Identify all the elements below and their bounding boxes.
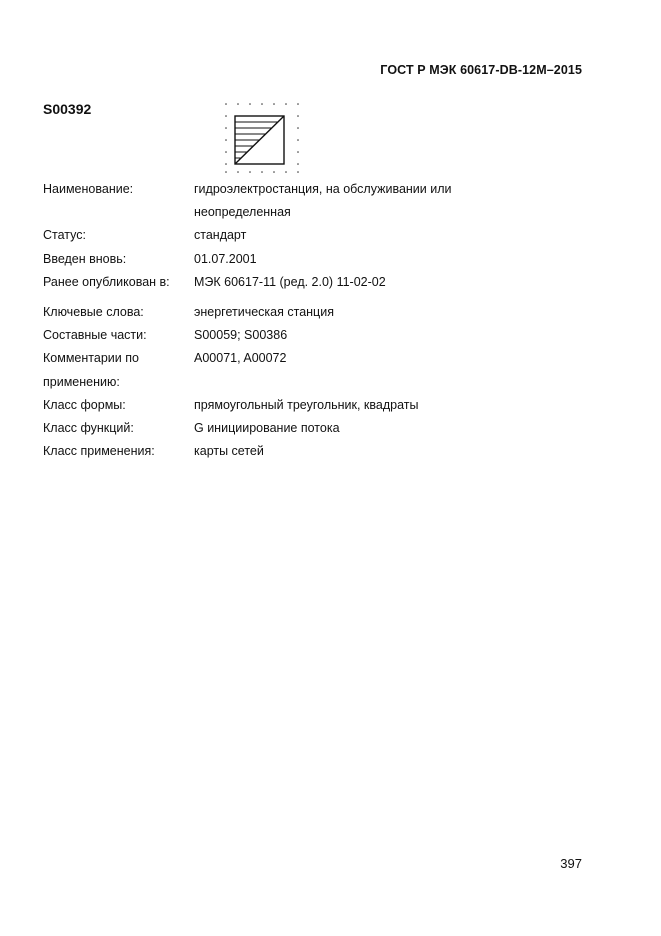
field-value: стандарт [194,228,247,243]
field-label: Введен вновь: [43,251,127,266]
field-row-components [43,324,603,347]
field-label: Ранее опубликован в: [43,274,170,289]
field-label: Наименование: [43,182,134,196]
field-row-introduced [43,248,603,271]
field-row-shape-class [43,394,603,417]
field-label [43,201,194,224]
field-value: неопределенная [194,205,291,220]
field-row-name [43,178,603,201]
field-row-application-class [43,440,603,463]
field-row-application-notes-continued [43,371,603,394]
field-row-function-class [43,417,603,440]
symbol-attributes-table [43,178,603,463]
field-row-keywords [43,301,603,324]
field-value: A00071, A00072 [194,351,287,366]
hydroelectric-station-symbol-icon [220,100,302,176]
document-standard-header: ГОСТ Р МЭК 60617-DB-12M–2015 [380,63,582,77]
field-value [194,371,603,394]
page-number: 397 [560,856,582,871]
field-value: S00059; S00386 [194,328,288,343]
field-label: Класс применения: [43,444,155,459]
field-value: 01.07.2001 [194,251,257,266]
field-value: G инициирование потока [194,421,340,436]
field-row-name-continued [43,201,603,224]
field-label: Составные части: [43,328,147,343]
field-label: применению: [43,374,120,389]
field-value: МЭК 60617-11 (ред. 2.0) 11-02-02 [194,274,386,289]
symbol-id: S00392 [43,101,92,117]
field-row-previously-published [43,271,603,294]
field-label: Ключевые слова: [43,305,144,320]
field-label: Комментарии по [43,351,139,366]
field-value: энергетическая станция [194,305,334,320]
field-label: Класс функций: [43,421,134,436]
field-label: Статус: [43,228,86,243]
field-row-status [43,224,603,247]
field-row-application-notes [43,347,603,370]
field-value: гидроэлектростанция, на обслуживании или [194,182,452,196]
field-value: прямоугольный треугольник, квадраты [194,397,419,412]
field-value: карты сетей [194,444,264,459]
field-label: Класс формы: [43,397,126,412]
